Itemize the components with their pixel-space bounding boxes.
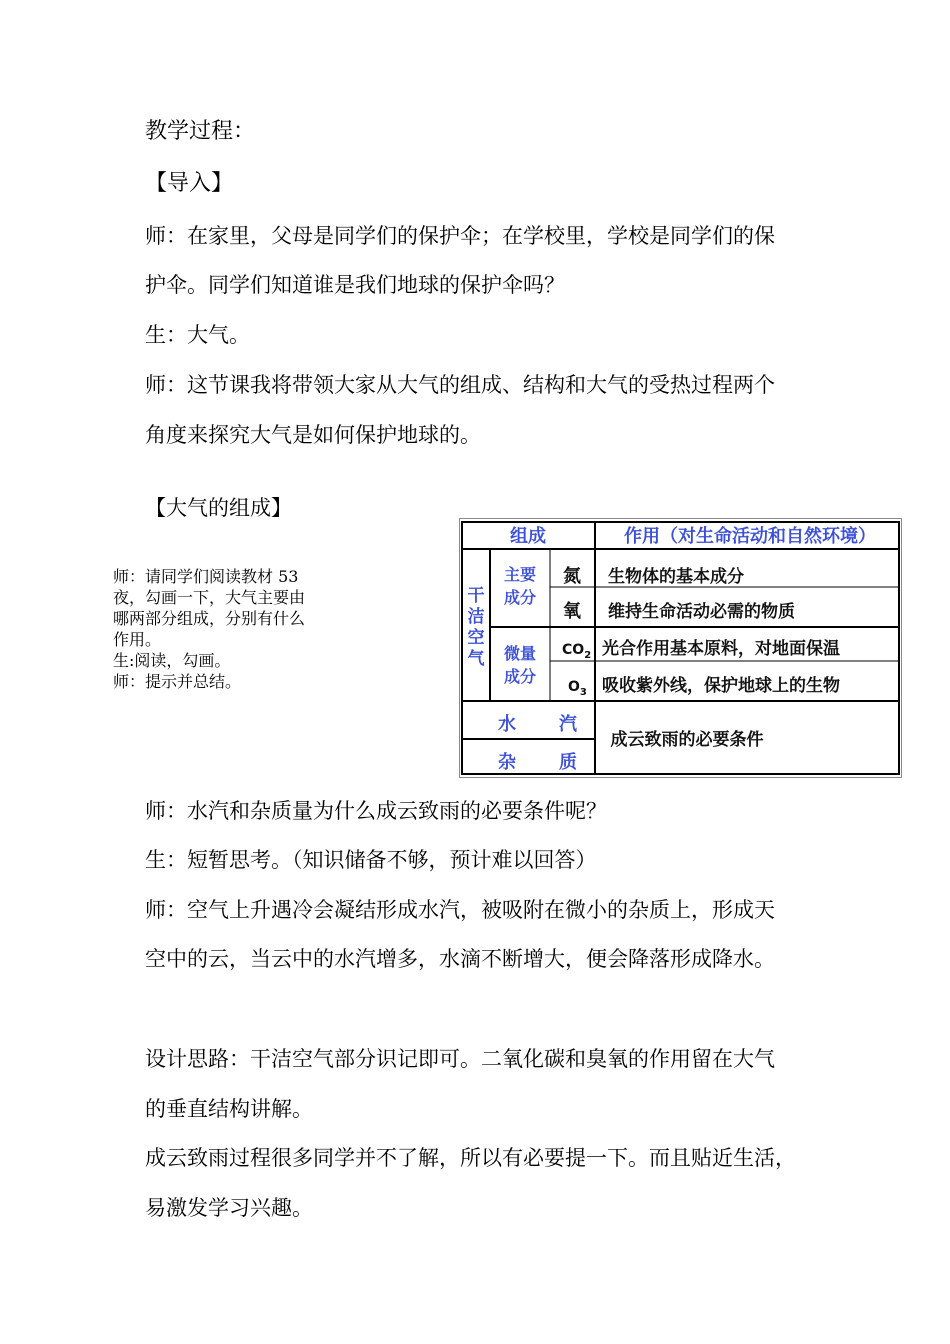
paragraph-1-line-2: 护伞。同学们知道谁是我们地球的保护伞吗？ [145,273,565,297]
component-nitrogen: 氮 [563,566,581,587]
component-co2: $CO_2$ [562,642,592,661]
paragraph-2: 生：大气。 [145,323,250,347]
explanation-line-2: 空中的云，当云中的水汽增多，水滴不断增大，便会降落形成降水。 [145,947,775,971]
design-idea-line-4: 易激发学习兴趣。 [145,1196,313,1220]
dry-air-char: 洁 [467,607,485,627]
water-vapor-label: 汽 [559,714,577,735]
design-idea-line-3: 成云致雨过程很多同学并不了解，所以有必要提一下。而且贴近生活， [145,1146,796,1170]
note-line: 哪两部分组成，分别有什么 [113,609,306,628]
design-idea-line-2: 的垂直结构讲解。 [145,1097,313,1121]
table-graphic [460,519,901,777]
dry-air-char: 空 [467,628,485,648]
teacher-side-note [113,566,353,692]
component-o3: $O_3$ [568,679,587,698]
question-1: 师：水汽和杂质量为什么成云致雨的必要条件呢？ [145,799,607,823]
water-vapor-label: 水 [498,714,516,735]
cloud-rain-condition: 成云致雨的必要条件 [610,730,764,750]
minor-component-label: 成分 [503,667,537,686]
minor-component-label: 微量 [503,644,537,663]
main-component-label: 主要 [503,565,537,584]
paragraph-3-line-2: 角度来探究大气是如何保护地球的。 [145,423,481,447]
explanation-line-1: 师：空气上升遇冷会凝结形成水汽，被吸附在微小的杂质上，形成天 [145,898,775,922]
note-line: 师：提示并总结。 [113,672,242,691]
atmosphere-composition-table [459,518,902,778]
paragraph-1-line-1: 师：在家里，父母是同学们的保护伞；在学校里，学校是同学们的保 [145,224,775,248]
dry-air-char: 气 [467,649,485,669]
function-co2: 光合作用基本原料，对地面保温 [602,639,840,659]
paragraph-3-line-1: 师：这节课我将带领大家从大气的组成、结构和大气的受热过程两个 [145,373,775,397]
intro-tag: 【导入】 [145,171,234,196]
note-line: 师：请同学们阅读教材 53 [113,567,299,586]
header-function: 作用（对生命活动和自然环境） [624,526,876,547]
function-oxygen: 维持生命活动必需的物质 [608,602,795,622]
impurities-label: 杂 [498,752,516,773]
function-o3: 吸收紫外线，保护地球上的生物 [602,676,840,696]
main-component-label: 成分 [503,588,537,607]
answer-1: 生：短暂思考。（知识储备不够，预计难以回答） [145,848,597,872]
heading: 教学过程： [145,119,256,144]
dry-air-char: 干 [467,586,485,606]
design-idea-line-1: 设计思路：干洁空气部分识记即可。二氧化碳和臭氧的作用留在大气 [145,1047,775,1071]
impurities-label: 质 [559,752,577,773]
note-line: 夜，勾画一下，大气主要由 [113,588,306,607]
function-nitrogen: 生物体的基本成分 [608,567,744,587]
note-line: 作用。 [113,630,162,649]
component-oxygen: 氧 [563,601,581,622]
section-tag: 【大气的组成】 [145,496,292,520]
header-composition: 组成 [510,526,546,547]
note-line: 生:阅读，勾画。 [113,651,231,670]
